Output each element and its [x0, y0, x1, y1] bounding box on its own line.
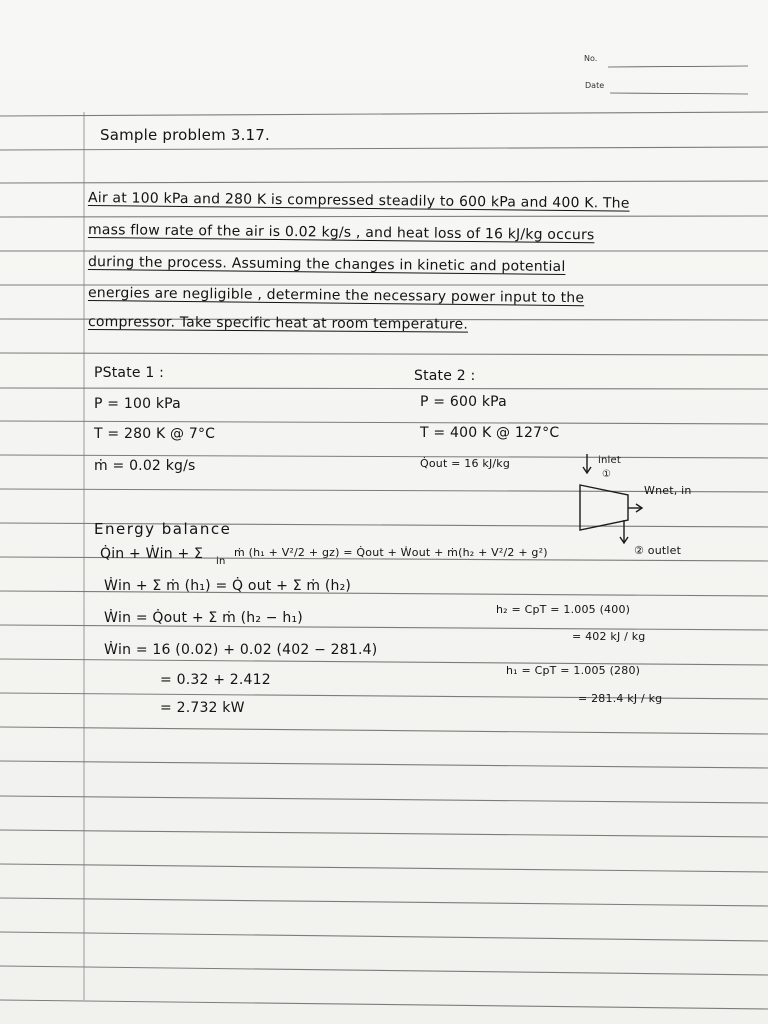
equation-4: Ẇin = 16 (0.02) + 0.02 (402 − 281.4) — [104, 642, 378, 658]
problem-line-1: Air at 100 kPa and 280 K is compressed steadily to 600 kPa and 400 K. The — [87, 190, 630, 212]
outlet-label: ② outlet — [634, 544, 682, 557]
state-2-heading: State 2 : — [414, 368, 476, 384]
state-2-pressure: P = 600 kPa — [420, 394, 507, 410]
state-2-temperature: T = 400 K @ 127°C — [420, 425, 560, 441]
state-1-temperature: T = 280 K @ 7°C — [94, 426, 216, 442]
problem-line-3: during the process. Assuming the changes in kinetic and potential — [87, 254, 566, 275]
problem-line-5: compressor. Take specific heat at room temperature. — [87, 314, 469, 333]
equation-6-result: = 2.732 kW — [160, 700, 245, 716]
equation-3: Ẇin = Q̇out + Σ ṁ (h₂ − h₁) — [104, 610, 303, 626]
no-label: No. — [584, 54, 598, 63]
h1-calc: h₁ = CpT = 1.005 (280) — [506, 664, 641, 677]
h2-result: = 402 kJ / kg — [572, 630, 646, 643]
problem-title: Sample problem 3.17. — [100, 126, 271, 144]
equation-2: Ẇin + Σ ṁ (h₁) = Q̇ out + Σ ṁ (h₂) — [104, 578, 352, 594]
state-2-heat-out: Q̇out = 16 kJ/kg — [420, 457, 511, 470]
inlet-label: inlet — [598, 455, 621, 466]
problem-line-4: energies are negligible , determine the necessary power input to the — [87, 285, 585, 307]
state-1-heading: PState 1 : — [94, 365, 165, 381]
state-1-mass-flow: ṁ = 0.02 kg/s — [94, 458, 196, 474]
h1-result: = 281.4 kJ / kg — [578, 692, 663, 705]
equation-1-rest: ṁ (h₁ + V²/2 + gz) = Q̇out + Ẇout + ṁ(h₂ + V²/2 + g²) — [234, 546, 548, 559]
date-label: Date — [585, 81, 605, 90]
equation-5: = 0.32 + 2.412 — [160, 672, 271, 688]
wnet-label: Wnet, in — [644, 484, 692, 497]
inlet-number: ① — [602, 469, 612, 480]
problem-line-2: mass flow rate of the air is 0.02 kg/s , and heat loss of 16 kJ/kg occurs — [87, 222, 595, 244]
equation-1-left: Q̇in + Ẇin + Σ — [100, 546, 204, 562]
h2-calc: h₂ = CpT = 1.005 (400) — [496, 603, 631, 616]
equation-1-sub: in — [216, 556, 226, 567]
state-1-pressure: P = 100 kPa — [94, 396, 181, 412]
energy-heading: Energy balance — [94, 520, 232, 538]
